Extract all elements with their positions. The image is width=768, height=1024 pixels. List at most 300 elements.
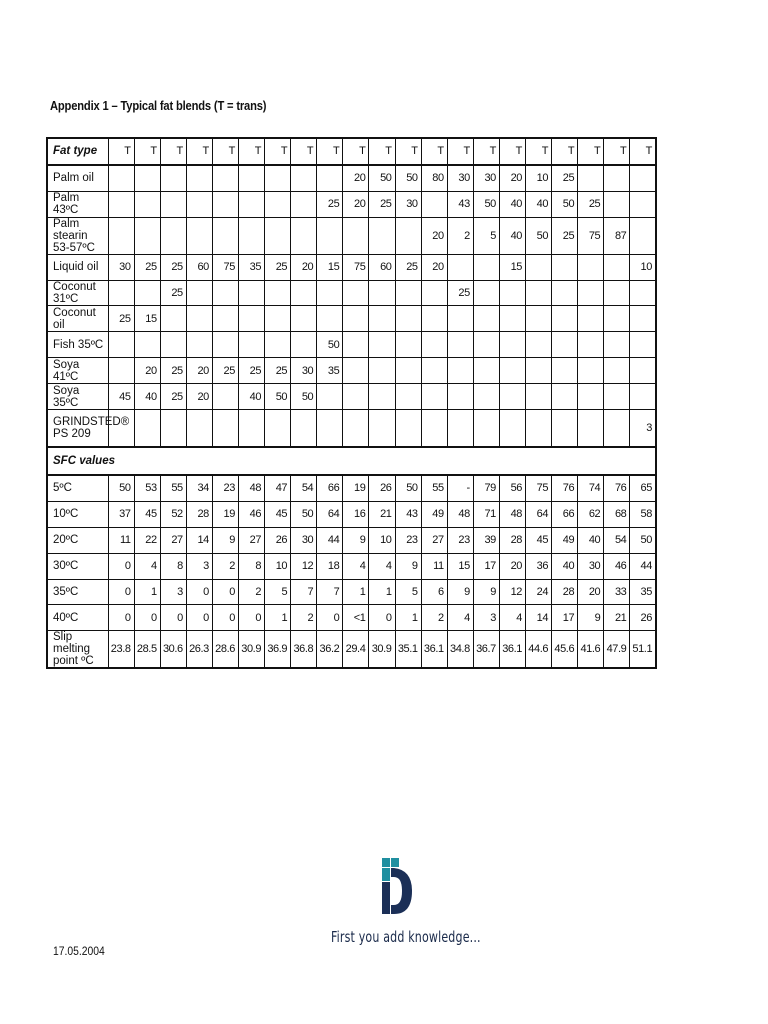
table-cell: 35: [238, 254, 264, 280]
header-trans-cell: T: [212, 138, 238, 165]
table-cell: 21: [604, 605, 630, 631]
table-cell: [473, 306, 499, 332]
table-cell: [499, 384, 525, 410]
table-row: [47, 631, 656, 669]
table-cell: 11: [421, 553, 447, 579]
row-label: Palm oil: [47, 165, 108, 191]
table-cell: 4: [134, 553, 160, 579]
table-cell: 25: [552, 165, 578, 191]
table-cell: 3: [473, 605, 499, 631]
table-cell: [552, 358, 578, 384]
table-cell: 41.6: [578, 631, 604, 669]
table-cell: [108, 165, 134, 191]
table-cell: 30.9: [369, 631, 395, 669]
table-cell: 40: [499, 191, 525, 217]
table-cell: [212, 191, 238, 217]
table-cell: [395, 358, 421, 384]
table-cell: 5: [395, 579, 421, 605]
row-label: Liquid oil: [47, 254, 108, 280]
table-cell: [238, 191, 264, 217]
table-cell: 44: [317, 527, 343, 553]
table-cell: 25: [317, 191, 343, 217]
table-cell: [160, 410, 186, 448]
table-cell: 30: [578, 553, 604, 579]
row-label: Soya 35ºC: [47, 384, 108, 410]
table-cell: [473, 358, 499, 384]
table-cell: 36: [526, 553, 552, 579]
table-cell: 20: [499, 165, 525, 191]
table-row: [47, 306, 656, 332]
table-cell: 54: [604, 527, 630, 553]
table-cell: 9: [395, 553, 421, 579]
table-cell: 40: [499, 217, 525, 254]
table-cell: 1: [134, 579, 160, 605]
table-cell: [343, 217, 369, 254]
table-cell: [526, 410, 552, 448]
table-cell: [238, 280, 264, 306]
table-cell: [552, 384, 578, 410]
row-label: Coconut 31ºC: [47, 280, 108, 306]
table-cell: 75: [343, 254, 369, 280]
table-cell: 50: [108, 475, 134, 501]
table-cell: [134, 217, 160, 254]
table-cell: 0: [186, 605, 212, 631]
table-cell: [186, 280, 212, 306]
table-cell: 25: [160, 280, 186, 306]
table-cell: [552, 306, 578, 332]
document-date: 17.05.2004: [53, 946, 105, 958]
table-cell: 36.2: [317, 631, 343, 669]
table-cell: [630, 384, 656, 410]
table-cell: [604, 358, 630, 384]
table-cell: [186, 191, 212, 217]
table-cell: 34: [186, 475, 212, 501]
table-cell: 50: [552, 191, 578, 217]
table-cell: [421, 384, 447, 410]
table-cell: [552, 280, 578, 306]
table-cell: 28.5: [134, 631, 160, 669]
table-cell: [395, 384, 421, 410]
table-cell: 29.4: [343, 631, 369, 669]
table-cell: [499, 410, 525, 448]
table-cell: [160, 191, 186, 217]
row-label: Palm 43ºC: [47, 191, 108, 217]
table-cell: [630, 332, 656, 358]
tagline: First you add knowledge...: [331, 928, 481, 946]
header-trans-cell: T: [447, 138, 473, 165]
header-trans-cell: T: [238, 138, 264, 165]
table-cell: 20: [343, 165, 369, 191]
table-cell: 20: [343, 191, 369, 217]
table-cell: 26: [630, 605, 656, 631]
table-cell: 40: [552, 553, 578, 579]
table-cell: 20: [499, 553, 525, 579]
table-cell: [447, 332, 473, 358]
table-cell: 50: [473, 191, 499, 217]
table-cell: 52: [160, 501, 186, 527]
table-cell: 23: [212, 475, 238, 501]
table-cell: [108, 191, 134, 217]
table-cell: [630, 358, 656, 384]
table-cell: [526, 254, 552, 280]
table-cell: 39: [473, 527, 499, 553]
table-cell: 45: [134, 501, 160, 527]
table-cell: 48: [499, 501, 525, 527]
table-cell: 55: [160, 475, 186, 501]
table-cell: 7: [291, 579, 317, 605]
table-cell: 20: [186, 358, 212, 384]
table-cell: 75: [578, 217, 604, 254]
table-cell: [291, 191, 317, 217]
table-cell: [212, 280, 238, 306]
row-label: GRINDSTED® PS 209: [47, 410, 108, 448]
table-cell: 68: [604, 501, 630, 527]
table-cell: 40: [134, 384, 160, 410]
table-cell: 36.7: [473, 631, 499, 669]
table-cell: 74: [578, 475, 604, 501]
table-cell: 14: [526, 605, 552, 631]
table-cell: 62: [578, 501, 604, 527]
table-cell: 22: [134, 527, 160, 553]
table-cell: [604, 280, 630, 306]
table-cell: [499, 332, 525, 358]
table-cell: 27: [238, 527, 264, 553]
table-cell: 10: [526, 165, 552, 191]
table-cell: 2: [421, 605, 447, 631]
table-cell: [186, 165, 212, 191]
table-cell: 10: [265, 553, 291, 579]
table-cell: [134, 332, 160, 358]
table-cell: 2: [447, 217, 473, 254]
table-cell: [317, 410, 343, 448]
table-cell: [369, 358, 395, 384]
table-cell: 23: [395, 527, 421, 553]
table-cell: [578, 384, 604, 410]
table-cell: [421, 332, 447, 358]
table-cell: 27: [421, 527, 447, 553]
table-cell: [369, 332, 395, 358]
table-cell: 20: [291, 254, 317, 280]
table-cell: [447, 410, 473, 448]
table-cell: 12: [499, 579, 525, 605]
table-cell: 44: [630, 553, 656, 579]
table-cell: 75: [212, 254, 238, 280]
table-cell: 37: [108, 501, 134, 527]
table-cell: [526, 358, 552, 384]
table-cell: <1: [343, 605, 369, 631]
table-cell: 15: [134, 306, 160, 332]
table-cell: 30.6: [160, 631, 186, 669]
table-cell: [108, 332, 134, 358]
table-row: [47, 280, 656, 306]
table-cell: 26: [265, 527, 291, 553]
table-cell: [421, 306, 447, 332]
table-cell: -: [447, 475, 473, 501]
table-cell: 79: [473, 475, 499, 501]
table-row: [47, 254, 656, 280]
table-cell: 50: [395, 165, 421, 191]
table-cell: 20: [578, 579, 604, 605]
table-cell: 10: [630, 254, 656, 280]
table-cell: [604, 254, 630, 280]
fat-blends-table-body: [47, 138, 656, 668]
table-cell: 24: [526, 579, 552, 605]
table-cell: 18: [317, 553, 343, 579]
table-cell: [265, 410, 291, 448]
table-cell: 15: [317, 254, 343, 280]
table-cell: 16: [343, 501, 369, 527]
table-cell: 28.6: [212, 631, 238, 669]
table-row: [47, 579, 656, 605]
table-cell: 60: [186, 254, 212, 280]
table-cell: [186, 410, 212, 448]
table-cell: [578, 280, 604, 306]
table-cell: 48: [447, 501, 473, 527]
table-cell: 58: [630, 501, 656, 527]
table-cell: 7: [317, 579, 343, 605]
table-cell: 30: [395, 191, 421, 217]
table-cell: [212, 306, 238, 332]
table-cell: [630, 306, 656, 332]
table-cell: 20: [134, 358, 160, 384]
table-cell: [395, 306, 421, 332]
table-cell: 23.8: [108, 631, 134, 669]
table-cell: [238, 217, 264, 254]
fat-blends-table: [46, 137, 657, 669]
table-row: [47, 527, 656, 553]
table-cell: 0: [212, 579, 238, 605]
table-cell: 54: [291, 475, 317, 501]
table-cell: 9: [473, 579, 499, 605]
table-cell: 45.6: [552, 631, 578, 669]
table-cell: [604, 165, 630, 191]
table-cell: [499, 358, 525, 384]
table-cell: [499, 280, 525, 306]
table-cell: 23: [447, 527, 473, 553]
table-cell: 50: [291, 384, 317, 410]
table-cell: 14: [186, 527, 212, 553]
table-cell: [238, 332, 264, 358]
table-row: [47, 553, 656, 579]
table-cell: 43: [395, 501, 421, 527]
table-cell: 2: [212, 553, 238, 579]
table-row: [47, 358, 656, 384]
table-cell: 1: [369, 579, 395, 605]
table-cell: 2: [291, 605, 317, 631]
table-cell: [343, 332, 369, 358]
table-cell: 4: [369, 553, 395, 579]
table-row: [47, 475, 656, 501]
table-cell: [630, 165, 656, 191]
table-cell: 47.9: [604, 631, 630, 669]
table-cell: [447, 384, 473, 410]
table-cell: 25: [552, 217, 578, 254]
header-trans-cell: T: [630, 138, 656, 165]
table-row: [47, 332, 656, 358]
header-trans-cell: T: [369, 138, 395, 165]
table-cell: [578, 165, 604, 191]
table-row: [47, 165, 656, 191]
table-cell: [186, 217, 212, 254]
header-trans-cell: T: [421, 138, 447, 165]
table-cell: 45: [265, 501, 291, 527]
table-cell: 55: [421, 475, 447, 501]
table-row: [47, 191, 656, 217]
table-cell: 19: [212, 501, 238, 527]
table-cell: 0: [186, 579, 212, 605]
table-cell: [578, 332, 604, 358]
table-cell: 28: [499, 527, 525, 553]
table-cell: 45: [108, 384, 134, 410]
table-cell: 80: [421, 165, 447, 191]
table-cell: 15: [447, 553, 473, 579]
table-cell: [604, 191, 630, 217]
table-cell: 30: [447, 165, 473, 191]
row-label: Slip melting point ºC: [47, 631, 108, 669]
table-cell: [212, 410, 238, 448]
table-cell: 0: [108, 605, 134, 631]
table-cell: [265, 191, 291, 217]
table-cell: 25: [265, 358, 291, 384]
table-cell: [186, 332, 212, 358]
table-cell: [604, 306, 630, 332]
header-trans-cell: T: [343, 138, 369, 165]
table-cell: 25: [369, 191, 395, 217]
table-cell: [238, 410, 264, 448]
table-cell: 19: [343, 475, 369, 501]
table-cell: 25: [212, 358, 238, 384]
sfc-values-label: SFC values: [47, 447, 656, 475]
table-cell: 9: [212, 527, 238, 553]
table-cell: 56: [499, 475, 525, 501]
table-cell: [212, 332, 238, 358]
header-trans-cell: T: [186, 138, 212, 165]
table-cell: 49: [552, 527, 578, 553]
table-cell: [291, 280, 317, 306]
table-cell: [212, 384, 238, 410]
table-cell: 9: [447, 579, 473, 605]
table-cell: 21: [369, 501, 395, 527]
row-label: 20ºC: [47, 527, 108, 553]
header-row: [47, 138, 656, 165]
table-cell: 87: [604, 217, 630, 254]
sfc-section-row: [47, 447, 656, 475]
table-cell: 46: [238, 501, 264, 527]
table-cell: 50: [630, 527, 656, 553]
row-label: 35ºC: [47, 579, 108, 605]
table-cell: 71: [473, 501, 499, 527]
table-cell: [578, 410, 604, 448]
table-cell: 27: [160, 527, 186, 553]
table-cell: [291, 306, 317, 332]
table-cell: 9: [343, 527, 369, 553]
header-trans-cell: T: [291, 138, 317, 165]
table-cell: [447, 358, 473, 384]
table-cell: [369, 384, 395, 410]
table-cell: [421, 358, 447, 384]
table-cell: [317, 165, 343, 191]
header-trans-cell: T: [473, 138, 499, 165]
table-cell: 0: [317, 605, 343, 631]
header-trans-cell: T: [552, 138, 578, 165]
table-cell: 51.1: [630, 631, 656, 669]
table-cell: 50: [395, 475, 421, 501]
table-cell: [108, 280, 134, 306]
row-label: Palm stearin 53-57ºC: [47, 217, 108, 254]
table-cell: 25: [238, 358, 264, 384]
table-cell: [108, 358, 134, 384]
table-cell: 25: [108, 306, 134, 332]
row-label: 40ºC: [47, 605, 108, 631]
table-cell: 50: [526, 217, 552, 254]
table-cell: 17: [552, 605, 578, 631]
table-cell: [317, 384, 343, 410]
table-cell: [343, 280, 369, 306]
table-cell: [160, 165, 186, 191]
table-cell: [552, 332, 578, 358]
table-cell: 8: [160, 553, 186, 579]
table-cell: [160, 306, 186, 332]
table-cell: [238, 165, 264, 191]
row-label: Soya 41ºC: [47, 358, 108, 384]
table-cell: [265, 332, 291, 358]
header-fat-type-label: Fat type: [47, 138, 108, 165]
table-cell: 9: [578, 605, 604, 631]
table-cell: 20: [421, 254, 447, 280]
table-cell: 28: [552, 579, 578, 605]
table-cell: [343, 306, 369, 332]
table-cell: [526, 332, 552, 358]
table-cell: 40: [238, 384, 264, 410]
table-cell: 1: [265, 605, 291, 631]
table-cell: [317, 217, 343, 254]
table-cell: 30: [108, 254, 134, 280]
table-cell: 15: [499, 254, 525, 280]
table-cell: 1: [343, 579, 369, 605]
table-cell: [134, 191, 160, 217]
table-cell: [473, 280, 499, 306]
row-label: 5ºC: [47, 475, 108, 501]
table-row: [47, 217, 656, 254]
table-cell: 1: [395, 605, 421, 631]
table-cell: [630, 217, 656, 254]
table-cell: [134, 165, 160, 191]
header-trans-cell: T: [108, 138, 134, 165]
table-cell: [395, 217, 421, 254]
table-cell: [317, 306, 343, 332]
table-cell: 35: [317, 358, 343, 384]
table-cell: 0: [212, 605, 238, 631]
table-cell: 66: [552, 501, 578, 527]
table-cell: [317, 280, 343, 306]
table-cell: 48: [238, 475, 264, 501]
table-cell: [291, 217, 317, 254]
header-trans-cell: T: [160, 138, 186, 165]
table-cell: [369, 280, 395, 306]
table-cell: [108, 217, 134, 254]
table-cell: 30: [291, 527, 317, 553]
table-cell: [526, 280, 552, 306]
table-cell: 0: [369, 605, 395, 631]
table-cell: 3: [186, 553, 212, 579]
header-trans-cell: T: [265, 138, 291, 165]
header-trans-cell: T: [499, 138, 525, 165]
table-cell: 26: [369, 475, 395, 501]
table-cell: [291, 332, 317, 358]
table-cell: [343, 410, 369, 448]
table-cell: 36.8: [291, 631, 317, 669]
table-cell: [265, 217, 291, 254]
